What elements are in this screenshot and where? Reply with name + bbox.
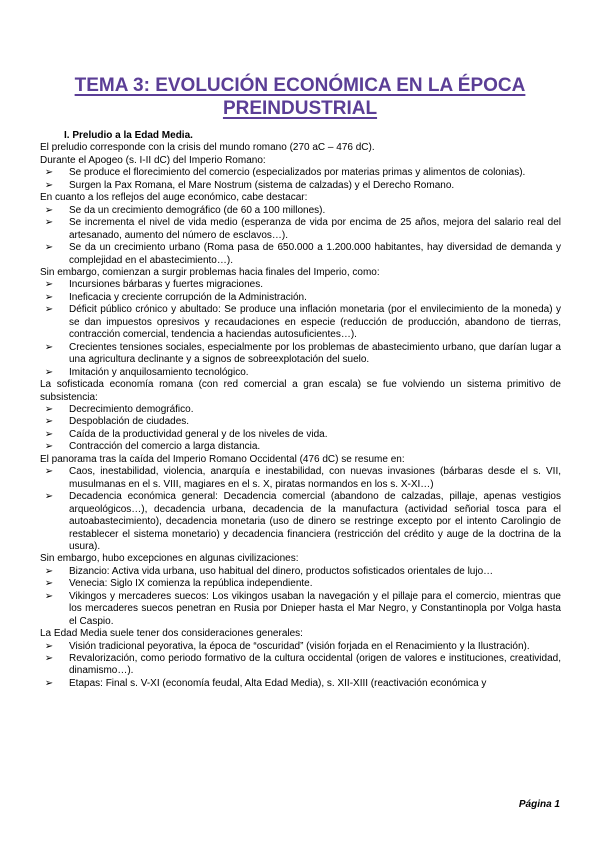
arrow-bullet-icon: ➢ [44, 403, 54, 415]
bullet-list [40, 167, 561, 192]
list-item-text: Decadencia económica general: Decadencia comercial (abandono de calzadas, pillaje, apenas vestigios arqueológicos…), decadencia urbana, decadencia de la manufactura (actividad señorial tosca para el autoabastecimiento), decadencia monetaria (uso de dinero se restringe excepto por el intento Carolingio de restablecer el sistema monetario) y decadencia financiera (restricción del crédito y auge de la doctrina de la usura). [69, 491, 561, 552]
arrow-bullet-icon: ➢ [44, 491, 54, 503]
bullet-list [40, 404, 561, 454]
arrow-bullet-icon: ➢ [44, 341, 54, 353]
list-item-text: Déficit público crónico y abultado: Se produce una inflación monetaria (por el envilecimiento de la moneda) y se dan impuestos opresivos y recaudaciones en especie (reducción de producción, abandono de tierras, contracción comercial, tendencia a haciendas autosuficientes…). [69, 304, 561, 341]
arrow-bullet-icon: ➢ [44, 167, 54, 179]
bullet-list [40, 641, 561, 691]
section-heading: I. Preludio a la Edad Media. [64, 130, 193, 141]
arrow-bullet-icon: ➢ [44, 466, 54, 478]
list-item [40, 591, 561, 628]
arrow-bullet-icon: ➢ [44, 640, 54, 652]
arrow-bullet-icon: ➢ [44, 416, 54, 428]
list-item [40, 279, 561, 291]
list-item-text: Se produce el florecimiento del comercio (especializados por materias primas y alimentos de colonias). [69, 167, 526, 179]
list-item-text: Se incrementa el nivel de vida medio (esperanza de vida por encima de 25 años, mejora del salario real del artesanado, aumento del número de esclavos…). [69, 217, 561, 241]
list-item [40, 491, 561, 553]
list-item-text: Imitación y anquilosamiento tecnológico. [69, 366, 249, 378]
list-item [40, 441, 561, 453]
arrow-bullet-icon: ➢ [44, 279, 54, 291]
paragraph: El preludio corresponde con la crisis del mundo romano (270 aC – 476 dC). [40, 142, 375, 154]
list-item-text: Surgen la Pax Romana, el Mare Nostrum (sistema de calzadas) y el Derecho Romano. [69, 179, 455, 191]
list-item [40, 578, 561, 590]
list-item [40, 304, 561, 341]
list-item [40, 566, 561, 578]
arrow-bullet-icon: ➢ [44, 677, 54, 689]
arrow-bullet-icon: ➢ [44, 428, 54, 440]
list-item [40, 180, 561, 192]
document-body [40, 130, 561, 690]
list-item-text: Vikingos y mercaderes suecos: Los vikingos usaban la navegación y el pillaje para el comercio, mientras que los mercaderes suecos penetran en Rusia por Dnieper hasta el Mar Negro, y Constantinopla por Volga hasta el Caspio. [69, 590, 561, 627]
arrow-bullet-icon: ➢ [44, 578, 54, 590]
arrow-bullet-icon: ➢ [44, 242, 54, 254]
page-title: TEMA 3: EVOLUCIÓN ECONÓMICA EN LA ÉPOCA PREINDUSTRIAL [74, 75, 526, 119]
list-item-text: Ineficacia y creciente corrupción de la Administración. [69, 291, 307, 303]
list-item [40, 342, 561, 367]
list-item [40, 242, 561, 267]
list-item-text: Bizancio: Activa vida urbana, uso habitual del dinero, productos sofisticados orientales de lujo… [69, 565, 494, 577]
list-item-text: Crecientes tensiones sociales, especialmente por los problemas de abastecimiento urbano, que darían lugar a una agricultura declinante y a signos de sobreexplotación del suelo. [69, 341, 561, 366]
paragraph: Durante el Apogeo (s. I-II dC) del Imperio Romano: [40, 154, 266, 166]
bullet-list [40, 566, 561, 628]
paragraph: La sofisticada economía romana (con red comercial a gran escala) se fue volviendo un sistema primitivo de subsistencia: [40, 379, 561, 403]
list-item-text: Decrecimiento demográfico. [69, 403, 194, 415]
arrow-bullet-icon: ➢ [44, 565, 54, 577]
list-item-text: Se da un crecimiento urbano (Roma pasa de 650.000 a 1.200.000 habitantes, hay diversidad de demanda y complejidad en el abastecimiento…). [69, 242, 561, 266]
paragraph: La Edad Media suele tener dos consideraciones generales: [40, 628, 303, 640]
list-item [40, 217, 561, 242]
list-item [40, 466, 561, 491]
bullet-list [40, 279, 561, 379]
paragraph: El panorama tras la caída del Imperio Romano Occidental (476 dC) se resume en: [40, 453, 405, 465]
arrow-bullet-icon: ➢ [44, 590, 54, 602]
list-item [40, 641, 561, 653]
arrow-bullet-icon: ➢ [44, 441, 54, 453]
list-item [40, 292, 561, 304]
page-number: Página 1 [518, 799, 560, 810]
list-item-text: Venecia: Siglo IX comienza la república independiente. [69, 578, 313, 590]
arrow-bullet-icon: ➢ [44, 291, 54, 303]
arrow-bullet-icon: ➢ [44, 217, 54, 229]
list-item [40, 167, 561, 179]
list-item-text: Caída de la productividad general y de los niveles de vida. [69, 428, 328, 440]
list-item [40, 367, 561, 379]
bullet-list [40, 205, 561, 267]
list-item-text: Despoblación de ciudades. [69, 416, 190, 428]
list-item [40, 429, 561, 441]
list-item-text: Caos, inestabilidad, violencia, anarquía e inestabilidad, con nuevas invasiones (bárbaras desde el s. VII, musulmanas en el s. VIII, magiares en el s. X, piratas normandos en los s. X-XI…) [69, 466, 561, 490]
list-item [40, 678, 561, 690]
list-item [40, 404, 561, 416]
list-item [40, 416, 561, 428]
bullet-list [40, 466, 561, 553]
arrow-bullet-icon: ➢ [44, 653, 54, 665]
list-item-text: Visión tradicional peyorativa, la época de “oscuridad” (visión forjada en el Renacimiento y la Ilustración). [69, 640, 530, 652]
list-item-text: Se da un crecimiento demográfico (de 60 a 100 millones). [69, 204, 326, 216]
list-item-text: Contracción del comercio a larga distancia. [69, 441, 261, 453]
paragraph: Sin embargo, hubo excepciones en algunas civilizaciones: [40, 553, 299, 565]
arrow-bullet-icon: ➢ [44, 366, 54, 378]
paragraph: Sin embargo, comienzan a surgir problemas hacia finales del Imperio, como: [40, 266, 380, 278]
list-item-text: Revalorización, como periodo formativo de la cultura occidental (origen de valores e instituciones, creatividad, dinamismo…). [69, 653, 561, 677]
paragraph: En cuanto a los reflejos del auge económico, cabe destacar: [40, 192, 308, 204]
arrow-bullet-icon: ➢ [44, 304, 54, 316]
list-item-text: Incursiones bárbaras y fuertes migraciones. [69, 279, 263, 291]
arrow-bullet-icon: ➢ [44, 204, 54, 216]
list-item [40, 205, 561, 217]
list-item [40, 653, 561, 678]
arrow-bullet-icon: ➢ [44, 179, 54, 191]
list-item-text: Etapas: Final s. V-XI (economía feudal, Alta Edad Media), s. XII-XIII (reactivación económica y [69, 677, 487, 689]
